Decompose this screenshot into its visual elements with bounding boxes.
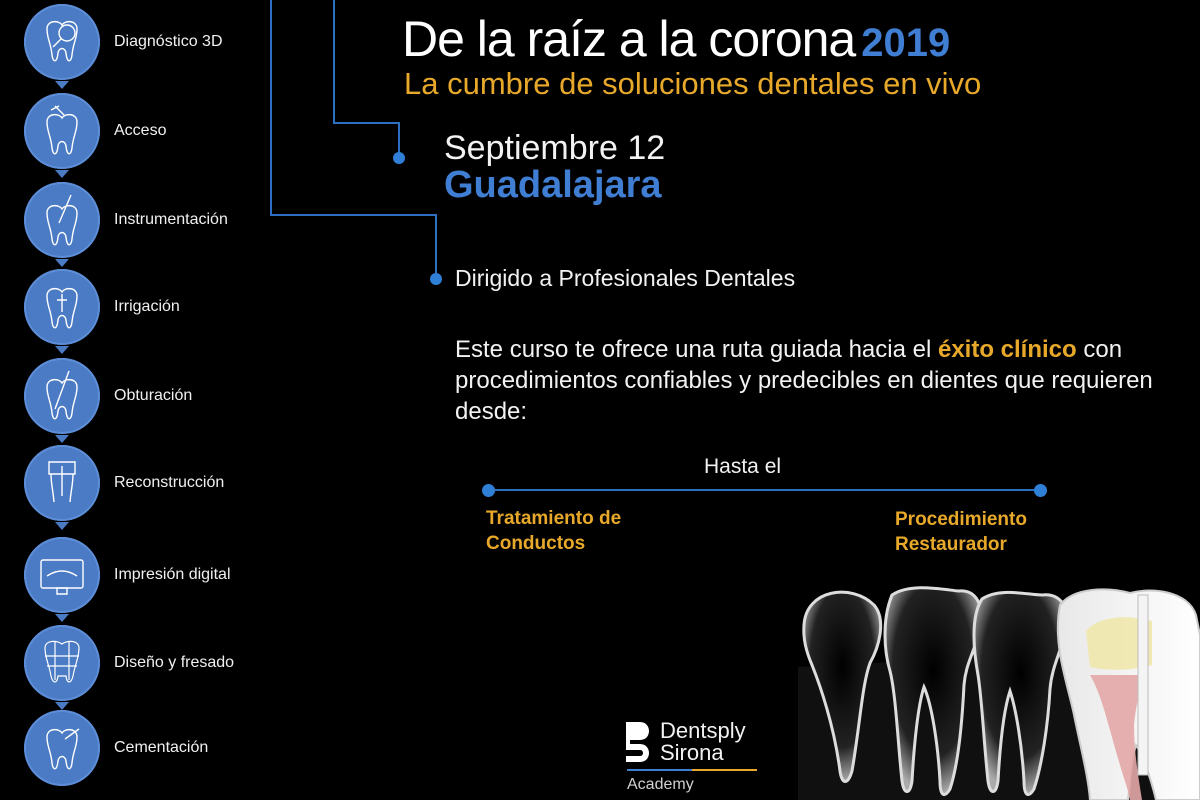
down-arrow-icon [55, 702, 69, 710]
step-label: Diagnóstico 3D [114, 33, 223, 50]
range-from-label [486, 506, 621, 556]
brand-line: Dentsply [660, 718, 746, 743]
event-title [402, 10, 950, 68]
down-arrow-icon [55, 81, 69, 89]
range-to-label [895, 507, 1027, 557]
title-text: De la raíz a la corona [402, 11, 856, 67]
event-subtitle: La cumbre de soluciones dentales en vivo [404, 66, 982, 101]
step-label: Cementación [114, 739, 209, 756]
range-end-dot [1034, 484, 1047, 497]
tooth-file-icon [24, 182, 100, 258]
connector-line [435, 214, 437, 278]
brand-divider [627, 769, 757, 771]
down-arrow-icon [55, 259, 69, 267]
step-label: Acceso [114, 122, 167, 139]
brand-line: Sirona [660, 740, 724, 765]
step-label: Irrigación [114, 298, 180, 315]
step-cementacion [24, 710, 324, 786]
tooth-post-icon [24, 445, 100, 521]
teeth-illustration [790, 575, 1200, 800]
range-line [489, 489, 1041, 491]
step-acceso [24, 93, 324, 169]
down-arrow-icon [55, 614, 69, 622]
event-year: 2019 [861, 21, 951, 65]
down-arrow-icon [55, 435, 69, 443]
range-start-dot [482, 484, 495, 497]
connector-line [333, 0, 335, 124]
step-label: Impresión digital [114, 566, 231, 583]
connector-dot [393, 152, 405, 164]
step-label: Obturación [114, 387, 193, 404]
event-date: Septiembre 12 [444, 129, 666, 167]
tooth-filling-icon [24, 358, 100, 434]
dentsply-sirona-logo-icon [624, 720, 654, 764]
connector-dot [430, 273, 442, 285]
step-label: Instrumentación [114, 211, 228, 228]
step-reconstruccion [24, 445, 324, 521]
down-arrow-icon [55, 170, 69, 178]
tooth-irrigation-icon [24, 269, 100, 345]
step-instrumentacion [24, 182, 324, 258]
course-description [455, 334, 1175, 427]
connector-line [333, 122, 400, 124]
step-obturacion [24, 358, 324, 434]
tooth-drill-icon [24, 93, 100, 169]
step-label: Reconstrucción [114, 474, 225, 491]
tooth-magnifier-icon [24, 4, 100, 80]
down-arrow-icon [55, 522, 69, 530]
tooth-cement-icon [24, 710, 100, 786]
desc-part: con procedimientos confiables y predecibles en dientes que requieren desde: [455, 336, 1153, 425]
step-irrigacion [24, 269, 324, 345]
brand-academy: Academy [627, 776, 694, 793]
audience-text: Dirigido a Profesionales Dentales [455, 265, 796, 291]
step-diagnostico [24, 4, 324, 80]
range-middle-label: Hasta el [704, 455, 782, 478]
event-city: Guadalajara [444, 164, 662, 206]
scanner-screen-icon [24, 537, 100, 613]
desc-highlight: éxito clínico [937, 336, 1077, 363]
range-from-line: Conductos [486, 533, 586, 554]
step-label: Diseño y fresado [114, 654, 235, 671]
range-to-line: Procedimiento [895, 509, 1027, 530]
desc-part: Este curso te ofrece una ruta guiada hacia el [455, 336, 938, 363]
down-arrow-icon [55, 346, 69, 354]
connector-line [270, 214, 437, 216]
step-impresion [24, 537, 324, 613]
crown-mesh-icon [24, 625, 100, 701]
step-diseno [24, 625, 324, 701]
range-to-line: Restaurador [895, 534, 1007, 555]
connector-line [270, 0, 272, 216]
range-from-line: Tratamiento de [486, 508, 622, 529]
brand-name [660, 720, 746, 764]
